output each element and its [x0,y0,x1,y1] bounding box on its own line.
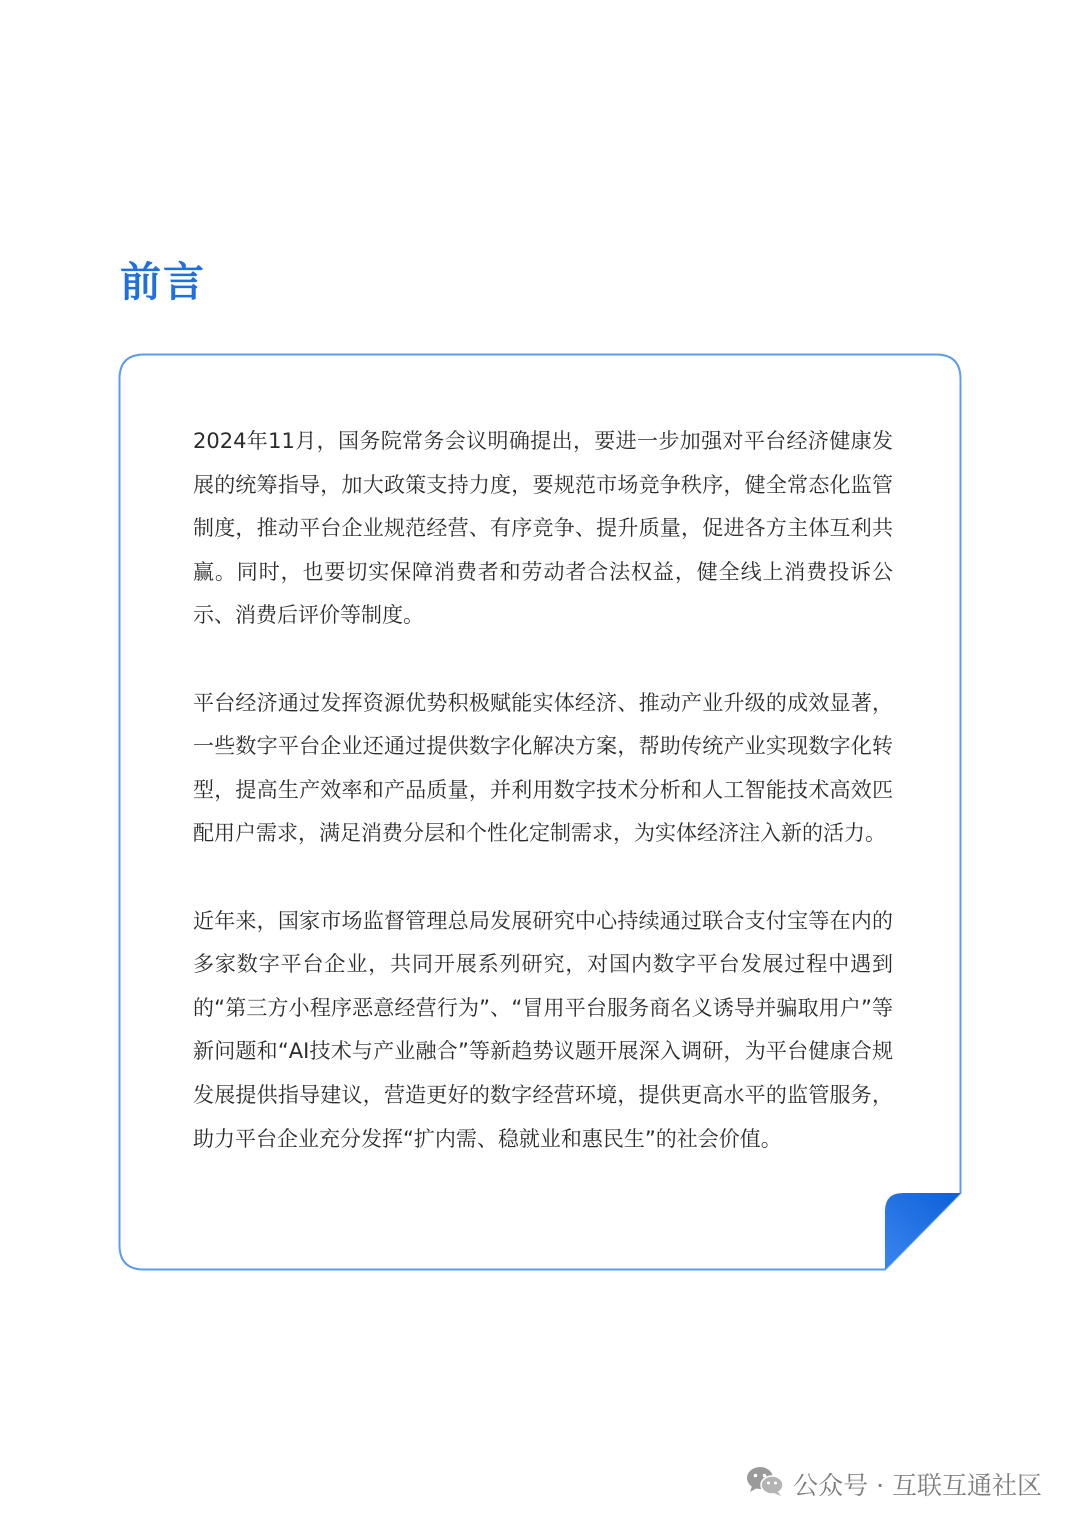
paragraph-1: 2024年11月，国务院常务会议明确提出，要进一步加强对平台经济健康发展的统筹指导，加大政策支持力度，要规范市场竞争秩序，健全常态化监管制度，推动平台企业规范经营、有序竞争、提升质量，促进各方主体互利共赢。同时，也要切实保障消费者和劳动者合法权益，健全线上消费投诉公示、消费后评价等制度。 [193,429,893,628]
footer-watermark [745,1462,1042,1506]
wechat-icon [745,1464,793,1504]
page-title: 前言 [120,258,206,306]
footer-label: 公众号 · 互联互通社区 [793,1471,1042,1500]
paragraph-3: 近年来，国家市场监督管理总局发展研究中心持续通过联合支付宝等在内的多家数字平台企业，共同开展系列研究，对国内数字平台发展过程中遇到的“第三方小程序恶意经营行为”、“冒用平台服务商名义诱导并骗取用户”等新问题和“AI技术与产业融合”等新趋势议题开展深入调研，为平台健康合规发展提供指导建议，营造更好的数字经营环境，提供更高水平的监管服务，助力平台企业充分发挥“扩内需、稳就业和惠民生”的社会价值。 [193,908,893,1151]
preface-body [193,420,893,1161]
paragraph-2: 平台经济通过发挥资源优势积极赋能实体经济、推动产业升级的成效显著，一些数字平台企业还通过提供数字化解决方案，帮助传统产业实现数字化转型，提高生产效率和产品质量，并利用数字技术分析和人工智能技术高效匹配用户需求，满足消费分层和个性化定制需求，为实体经济注入新的活力。 [193,690,893,846]
